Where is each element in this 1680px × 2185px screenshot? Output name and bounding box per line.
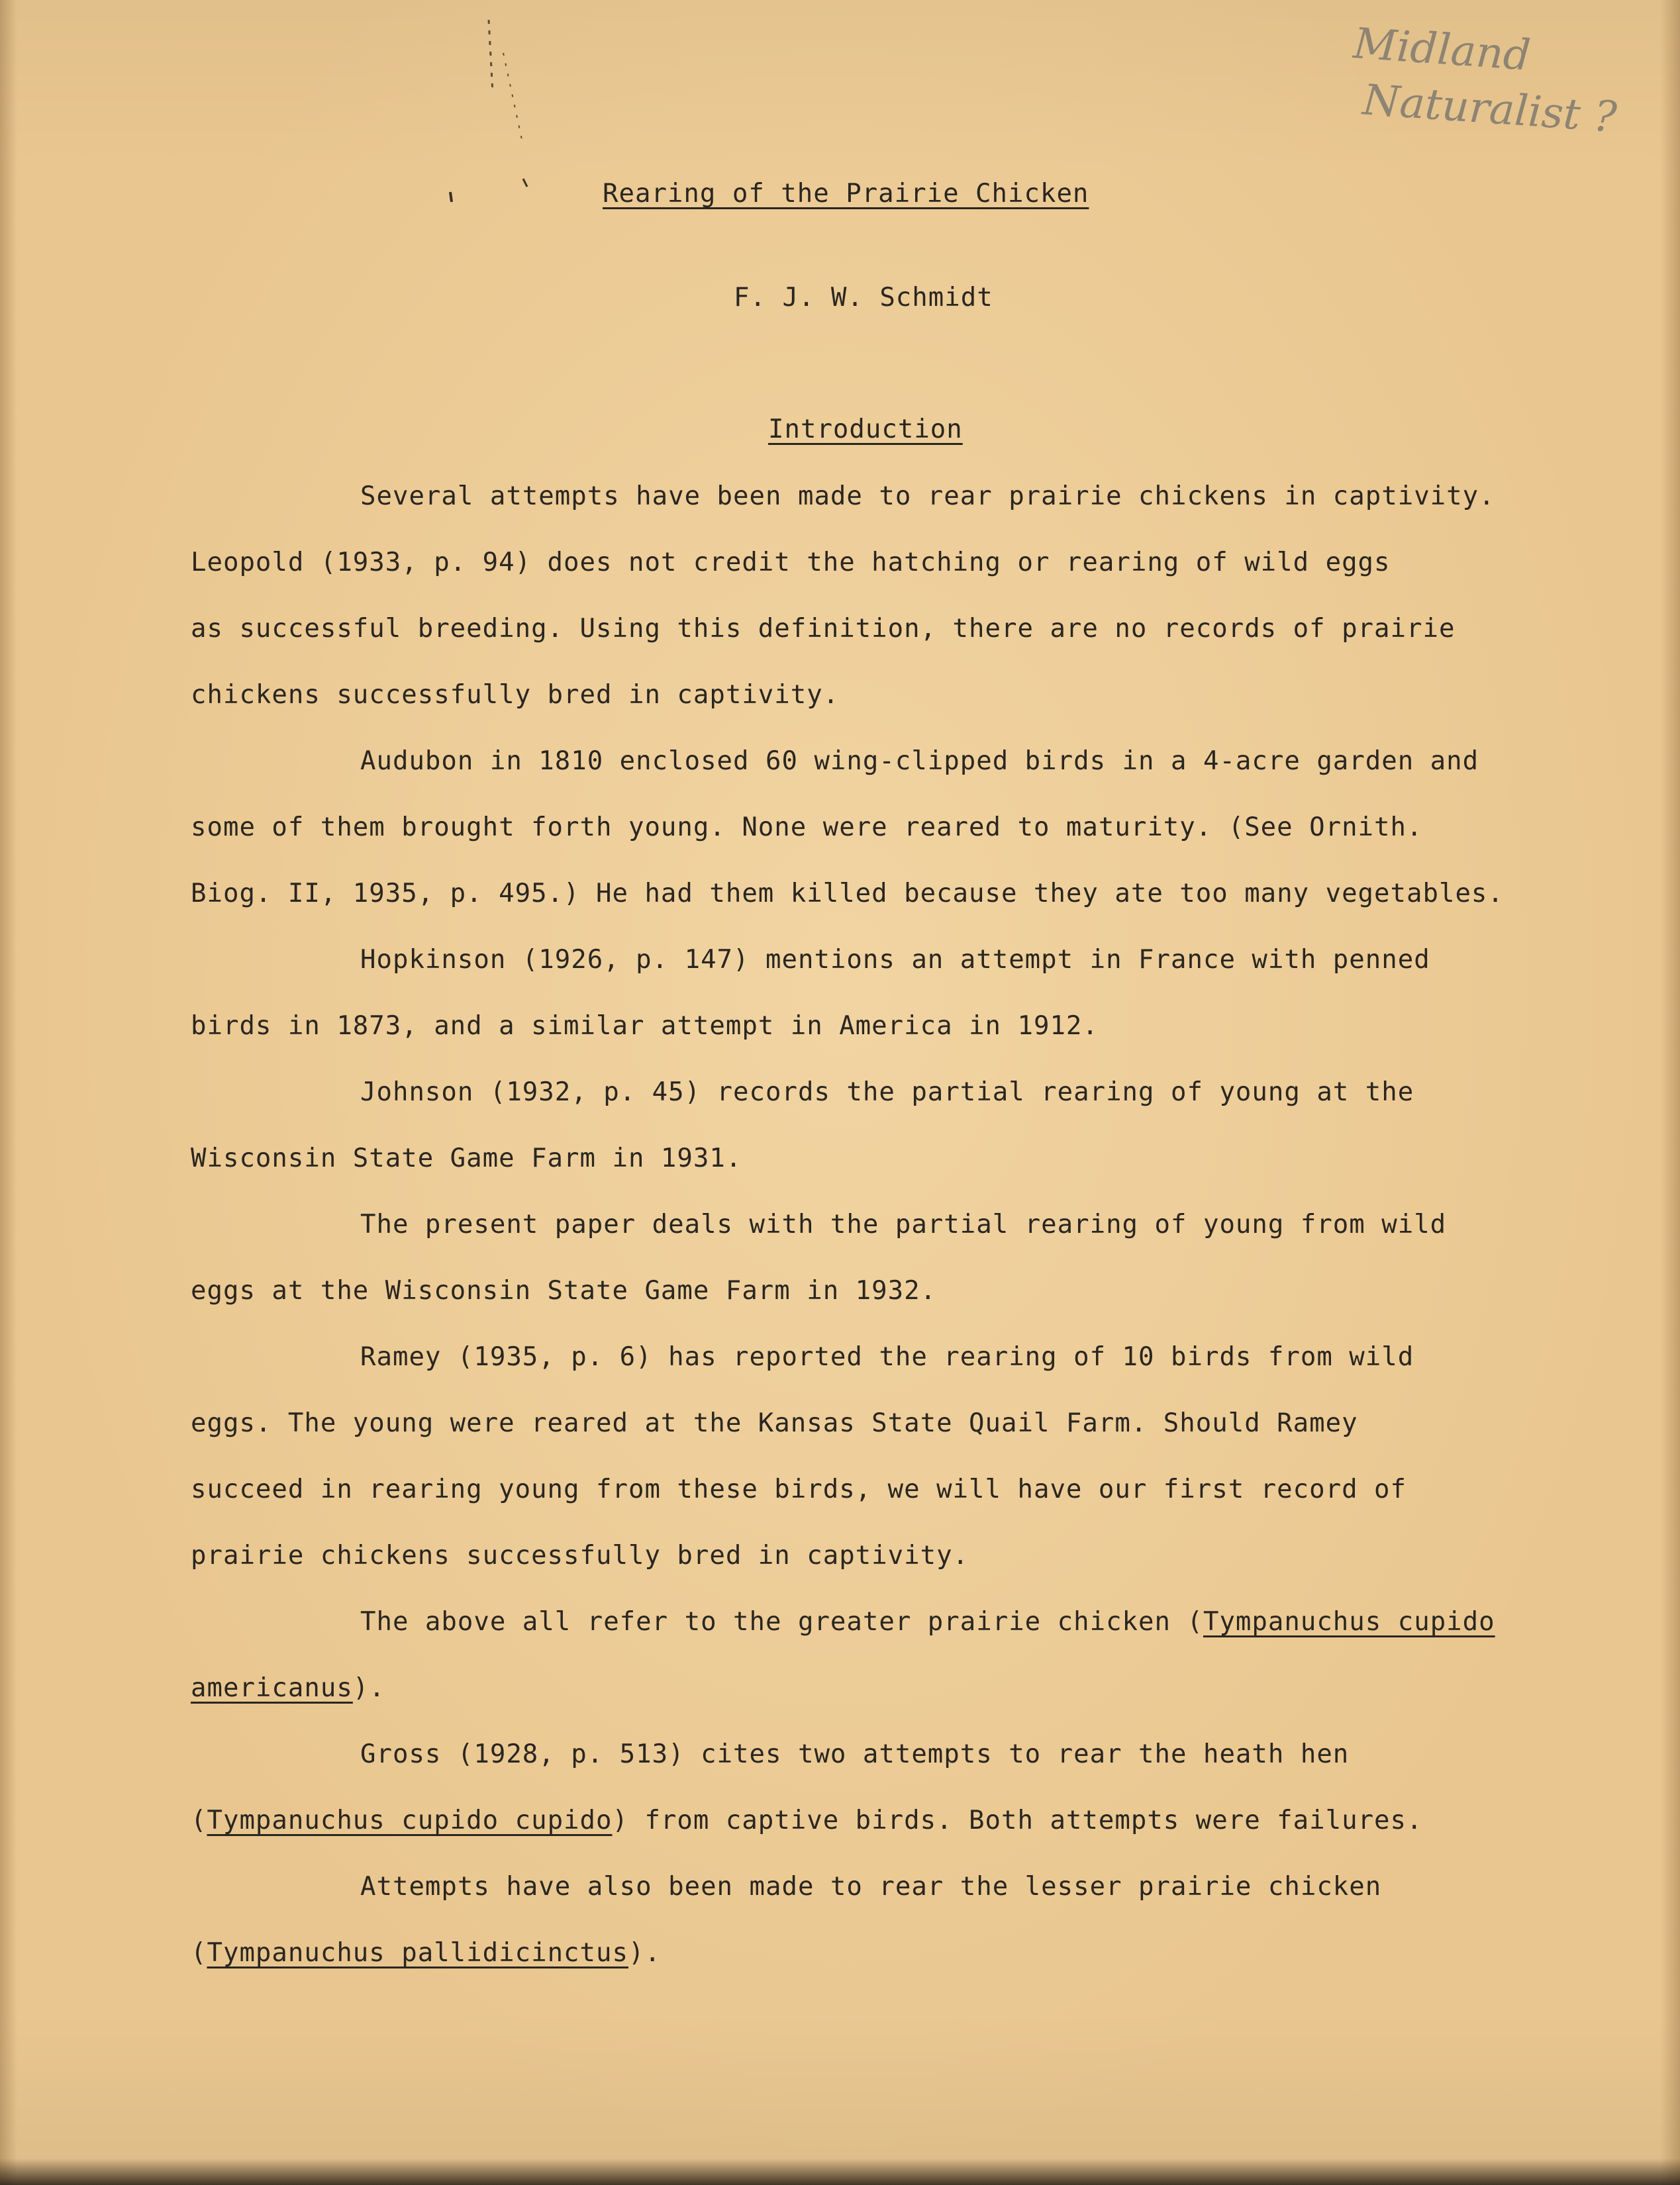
text-line: Wisconsin State Game Farm in 1931. [191,1143,742,1173]
text-segment: ( [191,1806,207,1835]
text-line [191,1788,1568,1854]
text-segment: ). [352,1673,385,1703]
text-line: as successful breeding. Using this definition, there are no records of prairie [191,614,1456,644]
text-line: succeed in rearing young from these birds, we will have our first record of [191,1475,1407,1504]
text-line: Gross (1928, p. 513) cites two attempts to rear the heath hen [360,1739,1350,1769]
species-name: Tympanuchus cupido cupido [207,1806,613,1835]
species-name: americanus [191,1673,353,1703]
body-text [191,463,1568,1986]
paragraph [191,927,1568,1059]
author-name: F. J. W. Schmidt [734,283,993,313]
text-line: Several attempts have been made to rear prairie chickens in captivity. [360,481,1495,511]
paragraph [191,1059,1568,1192]
paragraph [191,1854,1568,1986]
staple-mark [503,53,523,146]
paragraph [191,463,1568,728]
section-heading: Introduction [768,414,963,444]
annotation-line-1: Midland [1352,19,1532,81]
page-bottom-edge [0,2159,1680,2185]
text-segment: ( [191,1938,207,1968]
text-line: eggs at the Wisconsin State Game Farm in 1932. [191,1276,937,1306]
document-title: Rearing of the Prairie Chicken [603,179,1089,209]
paragraph [191,1589,1568,1722]
staple-marks [424,13,543,212]
staple-mark [489,20,493,93]
text-line [191,1655,1568,1722]
text-segment: ) from captive birds. Both attempts were failures. [612,1806,1423,1835]
text-line: Audubon in 1810 enclosed 60 wing-clipped birds in a 4-acre garden and [360,746,1479,776]
text-line: Hopkinson (1926, p. 147) mentions an attempt in France with penned [360,945,1430,975]
species-name: Tympanuchus pallidicinctus [207,1938,628,1968]
text-line [191,1589,1568,1655]
paragraph [191,1192,1568,1324]
text-line: Attempts have also been made to rear the lesser prairie chicken [360,1872,1382,1902]
staple-mark [450,192,452,202]
annotation-line-2: Naturalist ? [1361,75,1618,142]
paragraph [191,1324,1568,1589]
text-line: chickens successfully bred in captivity. [191,680,840,710]
page-left-edge [0,0,17,2185]
text-line: Leopold (1933, p. 94) does not credit the hatching or rearing of wild eggs [191,548,1391,577]
text-line: Johnson (1932, p. 45) records the partial rearing of young at the [360,1077,1414,1107]
text-line: some of them brought forth young. None were reared to maturity. (See Ornith. [191,812,1423,842]
species-name: Tympanuchus cupido [1203,1607,1495,1637]
text-line: eggs. The young were reared at the Kansas State Quail Farm. Should Ramey [191,1408,1358,1438]
handwritten-annotation [1347,16,1659,156]
text-line: The present paper deals with the partial rearing of young from wild [360,1210,1447,1239]
staple-mark [523,179,527,187]
text-line: Biog. II, 1935, p. 495.) He had them killed because they ate too many vegetables. [191,879,1504,908]
text-line: birds in 1873, and a similar attempt in America in 1912. [191,1011,1099,1041]
paragraph [191,728,1568,927]
text-segment: ). [628,1938,661,1968]
text-line: Ramey (1935, p. 6) has reported the rearing of 10 birds from wild [360,1342,1414,1372]
page-right-edge [1660,0,1680,2185]
paragraph [191,1722,1568,1854]
text-line: prairie chickens successfully bred in captivity. [191,1541,969,1571]
text-line [191,1920,1568,1986]
text-segment: The above all refer to the greater prairie chicken ( [360,1607,1203,1637]
